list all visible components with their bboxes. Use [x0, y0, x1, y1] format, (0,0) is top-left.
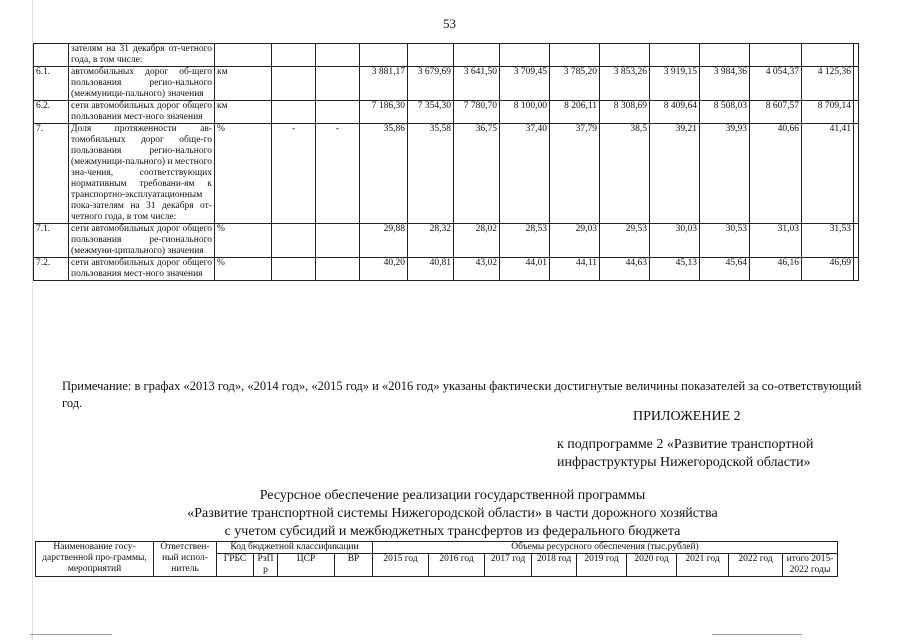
page-number: 53 — [443, 16, 456, 31]
indicator-name: сети автомобильных дорог общего пользования мест-ного значения — [69, 101, 215, 124]
value-cell: 46,69 — [802, 258, 854, 281]
year-2015: 2015 год — [373, 554, 429, 577]
value-cell: 3 641,50 — [454, 67, 500, 101]
unit-cell — [215, 44, 272, 67]
value-cell: 8 308,69 — [600, 101, 650, 124]
baseline-cell — [272, 101, 316, 124]
header-volumes: Объемы ресурсного обеспечения (тыс.рублей) — [373, 542, 838, 554]
unit-cell: % — [215, 258, 272, 281]
indicators-table — [33, 43, 859, 281]
baseline-cell — [316, 67, 360, 101]
value-cell: 31,53 — [802, 224, 854, 258]
row-number: 7.2. — [34, 258, 69, 281]
value-cell — [408, 44, 454, 67]
baseline-cell — [272, 67, 316, 101]
heading-line-3: с учетом субсидий и межбюджетных трансфертов из федерального бюджета — [224, 524, 681, 539]
indicator-name: автомобильных дорог об-щего пользования регио-нального (межмуници-пального) значения — [69, 67, 215, 101]
value-cell — [500, 44, 550, 67]
value-cell: 40,81 — [408, 258, 454, 281]
value-cell: 46,16 — [750, 258, 802, 281]
value-cell: 30,03 — [650, 224, 700, 258]
unit-cell: км — [215, 101, 272, 124]
baseline-cell — [316, 224, 360, 258]
indicator-row — [34, 124, 859, 224]
value-cell: 3 881,17 — [360, 67, 408, 101]
value-cell: 28,53 — [500, 224, 550, 258]
kbk-rzp: РзП р — [254, 554, 278, 577]
value-cell: 7 354,30 — [408, 101, 454, 124]
value-cell: 3 785,20 — [550, 67, 600, 101]
value-cell — [360, 44, 408, 67]
appendix-line-1: к подпрограмме 2 «Развитие транспортной — [557, 437, 814, 452]
value-cell — [700, 44, 750, 67]
header-program-name: Наименование госу-дарственной про-граммы, мероприятий — [36, 542, 154, 577]
value-cell: 8 607,57 — [750, 101, 802, 124]
kbk-csr: ЦСР — [278, 554, 335, 577]
baseline-cell — [316, 101, 360, 124]
indicator-row — [34, 44, 859, 67]
year-2020: 2020 год — [627, 554, 677, 577]
value-cell: 45,13 — [650, 258, 700, 281]
year-2019: 2019 год — [577, 554, 627, 577]
value-cell: 44,11 — [550, 258, 600, 281]
year-2018: 2018 год — [532, 554, 577, 577]
value-cell: 40,20 — [360, 258, 408, 281]
kbk-vr: ВР — [335, 554, 373, 577]
unit-cell: % — [215, 124, 272, 224]
value-cell: 37,40 — [500, 124, 550, 224]
value-cell: 45,64 — [700, 258, 750, 281]
value-cell: 8 508,03 — [700, 101, 750, 124]
year-2021: 2021 год — [677, 554, 729, 577]
baseline-cell — [272, 258, 316, 281]
row-number: 6.1. — [34, 67, 69, 101]
value-cell: 3 679,69 — [408, 67, 454, 101]
baseline-cell — [316, 258, 360, 281]
indicator-name: сети автомобильных дорог общего пользования мест-ного значения — [69, 258, 215, 281]
value-cell: 29,03 — [550, 224, 600, 258]
value-cell — [454, 44, 500, 67]
value-cell: 36,75 — [454, 124, 500, 224]
header-kbk: Код бюджетной классификации — [217, 542, 373, 554]
value-cell — [600, 44, 650, 67]
header-responsible: Ответствен-ный испол-нитель — [154, 542, 217, 577]
year-2022: 2022 год — [729, 554, 783, 577]
value-cell: 3 853,26 — [600, 67, 650, 101]
indicator-row — [34, 67, 859, 101]
row-number — [34, 44, 69, 67]
value-cell: 29,88 — [360, 224, 408, 258]
indicator-name: зателям на 31 декабря от-четного года, в том числе: — [69, 44, 215, 67]
indicator-row — [34, 224, 859, 258]
heading-line-1: Ресурсное обеспечение реализации государственной программы — [259, 488, 646, 503]
value-cell — [854, 124, 859, 224]
value-cell: 28,02 — [454, 224, 500, 258]
value-cell: 37,79 — [550, 124, 600, 224]
value-cell: 3 709,45 — [500, 67, 550, 101]
value-cell — [854, 44, 859, 67]
baseline-cell: - — [272, 124, 316, 224]
value-cell — [854, 258, 859, 281]
resource-table — [35, 541, 838, 577]
value-cell: 28,32 — [408, 224, 454, 258]
value-cell — [550, 44, 600, 67]
value-cell: 35,86 — [360, 124, 408, 224]
value-cell: 44,63 — [600, 258, 650, 281]
note-text: Примечание: в графах «2013 год», «2014 год», «2015 год» и «2016 год» указаны фактически достигнутые величины показателей за со-ответствующий год. — [62, 379, 862, 410]
value-cell: 35,58 — [408, 124, 454, 224]
value-cell: 3 984,36 — [700, 67, 750, 101]
value-cell: 31,03 — [750, 224, 802, 258]
value-cell: 43,02 — [454, 258, 500, 281]
heading-line-2: «Развитие транспортной системы Нижегородской области» в части дорожного хозяйства — [187, 506, 718, 521]
baseline-cell — [272, 224, 316, 258]
baseline-cell: - — [316, 124, 360, 224]
value-cell — [750, 44, 802, 67]
value-cell: 8 100,00 — [500, 101, 550, 124]
value-cell — [854, 224, 859, 258]
indicator-row — [34, 258, 859, 281]
footer-rule-left — [30, 634, 112, 635]
year-2016: 2016 год — [429, 554, 485, 577]
footer-rule-right — [712, 634, 802, 635]
row-number: 7.1. — [34, 224, 69, 258]
value-cell: 39,93 — [700, 124, 750, 224]
value-cell — [650, 44, 700, 67]
appendix-line-2: инфраструктуры Нижегородской области» — [557, 455, 811, 470]
value-cell: 39,21 — [650, 124, 700, 224]
value-cell: 8 709,14 — [802, 101, 854, 124]
value-cell: 4 125,36 — [802, 67, 854, 101]
value-cell: 8 206,11 — [550, 101, 600, 124]
value-cell: 44,01 — [500, 258, 550, 281]
unit-cell: км — [215, 67, 272, 101]
row-number: 6.2. — [34, 101, 69, 124]
year-total: итого 2015-2022 годы — [783, 554, 838, 577]
value-cell: 3 919,15 — [650, 67, 700, 101]
value-cell: 29,53 — [600, 224, 650, 258]
value-cell: 4 054,37 — [750, 67, 802, 101]
year-2017: 2017 год — [485, 554, 532, 577]
value-cell: 41,41 — [802, 124, 854, 224]
indicator-name: сети автомобильных дорог общего пользования ре-гионального (межмуни-ципального) значения — [69, 224, 215, 258]
value-cell: 7 186,30 — [360, 101, 408, 124]
row-number: 7. — [34, 124, 69, 224]
value-cell: 30,53 — [700, 224, 750, 258]
value-cell — [854, 101, 859, 124]
value-cell: 40,66 — [750, 124, 802, 224]
appendix-title: ПРИЛОЖЕНИЕ 2 — [633, 409, 741, 424]
indicator-name: Доля протяженности ав-томобильных дорог обще-го пользования регио-нального (межмуници-пального) и местного зна-чения, соответствующих нормативным требовани-ям к транспортно-эксплуатационным пока-зателям на 31 декабря от-четного года, в том числе: — [69, 124, 215, 224]
baseline-cell — [272, 44, 316, 67]
indicator-row — [34, 101, 859, 124]
value-cell: 38,5 — [600, 124, 650, 224]
value-cell — [802, 44, 854, 67]
value-cell: 8 409,64 — [650, 101, 700, 124]
value-cell — [854, 67, 859, 101]
value-cell: 7 780,70 — [454, 101, 500, 124]
kbk-grbs: ГРБС — [217, 554, 254, 577]
baseline-cell — [316, 44, 360, 67]
unit-cell: % — [215, 224, 272, 258]
